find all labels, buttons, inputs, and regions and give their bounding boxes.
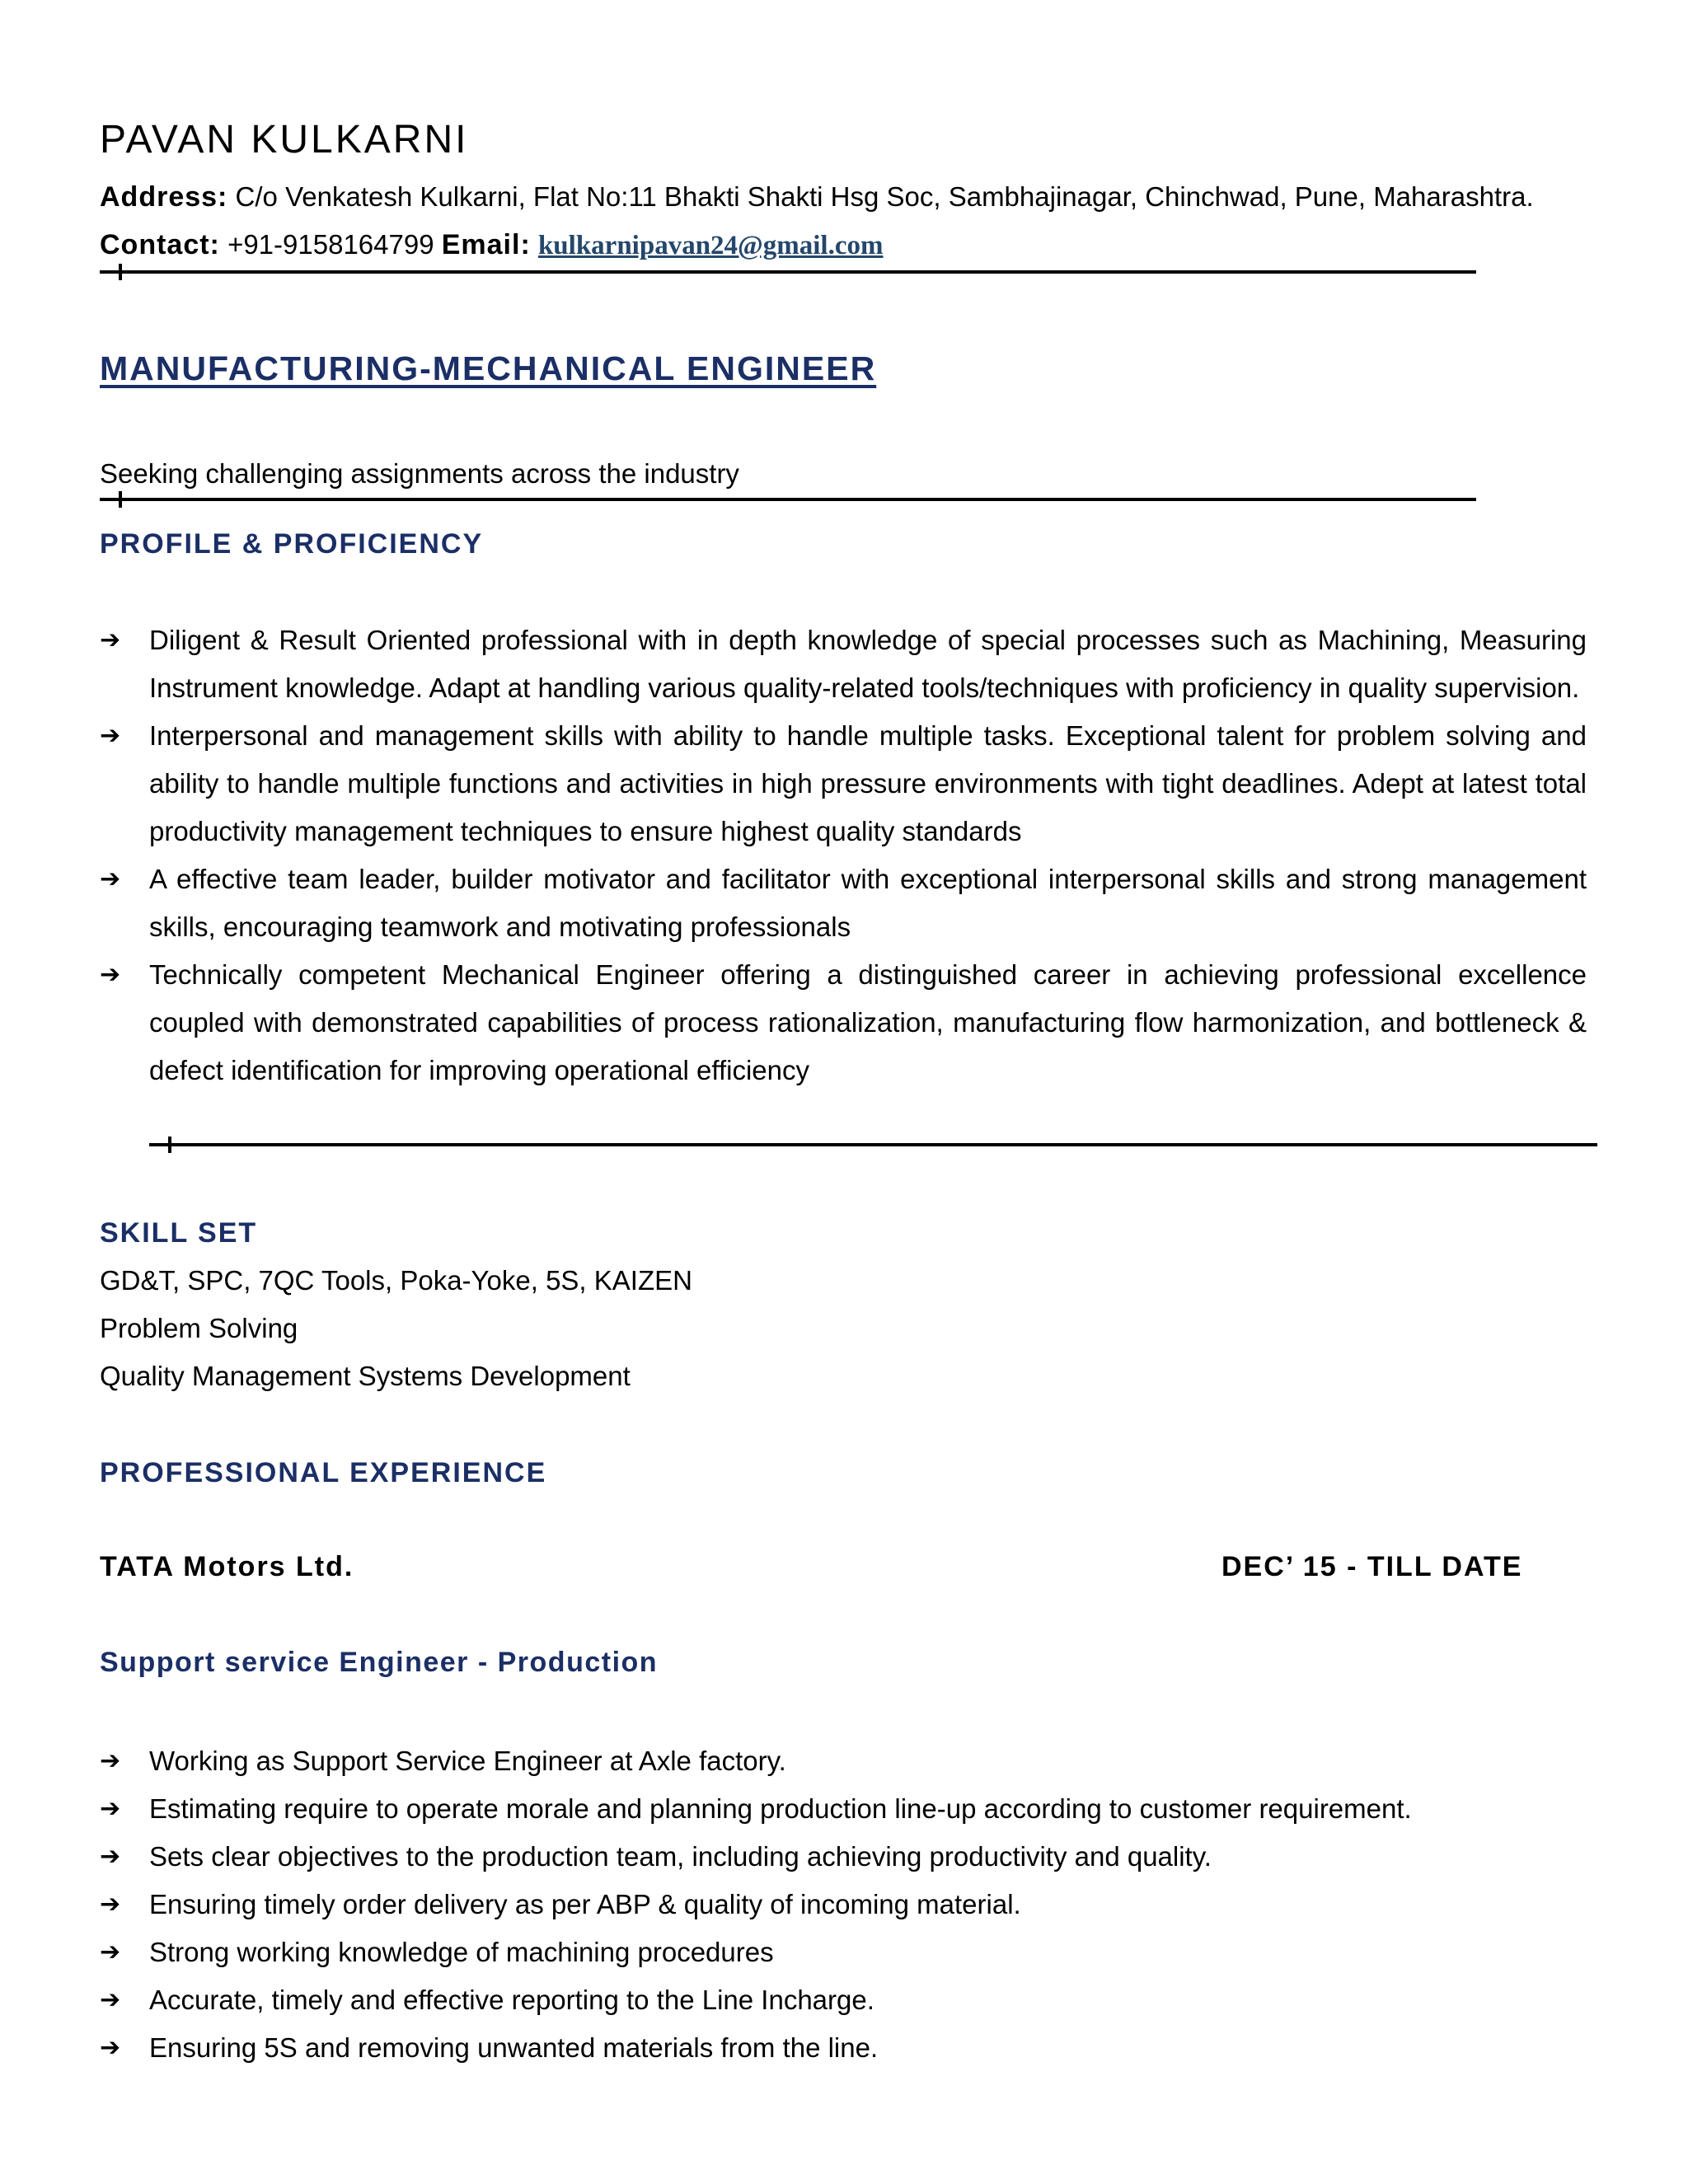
contact-label: Contact: <box>100 229 220 260</box>
list-item: ➔ Ensuring 5S and removing unwanted materials from the line. <box>100 2024 1587 2072</box>
divider-tick <box>119 491 122 508</box>
experience-list <box>100 1737 1587 2072</box>
arrow-bullet-icon: ➔ <box>100 1891 121 1918</box>
skill-item: Problem Solving <box>100 1313 298 1343</box>
arrow-bullet-icon: ➔ <box>100 2034 121 2061</box>
arrow-bullet-icon: ➔ <box>100 626 121 654</box>
section-title-profile: PROFILE & PROFICIENCY <box>100 528 484 560</box>
list-item: ➔ Technically competent Mechanical Engineer offering a distinguished career in achieving professional excellence coupled with demonstrated capabilities of process rationalization, manufacturing flow harmonization, and bottleneck & defect identification for improving operational efficiency <box>100 951 1587 1094</box>
profile-list <box>100 616 1587 1094</box>
tagline: Seeking challenging assignments across the industry <box>100 458 739 489</box>
email-label: Email: <box>441 229 531 260</box>
skill-item: GD&T, SPC, 7QC Tools, Poka-Yoke, 5S, KAIZEN <box>100 1265 692 1296</box>
profile-divider <box>149 1143 1597 1146</box>
phone-value: +91-9158164799 <box>227 229 434 260</box>
employment-dates: DEC’ 15 - TILL DATE <box>1221 1551 1523 1582</box>
list-item: ➔ Ensuring timely order delivery as per ABP & quality of incoming material. <box>100 1881 1587 1929</box>
arrow-bullet-icon: ➔ <box>100 722 121 749</box>
list-item: ➔ Strong working knowledge of machining procedures <box>100 1929 1587 1976</box>
arrow-bullet-icon: ➔ <box>100 865 121 893</box>
list-item: ➔ Diligent & Result Oriented professional with in depth knowledge of special processes such as Machining, Measuring Instrument knowledge. Adapt at handling various quality-related tools/techniques with proficiency in quality supervision. <box>100 616 1587 712</box>
divider-tick <box>168 1137 171 1153</box>
arrow-bullet-icon: ➔ <box>100 1986 121 2013</box>
list-item: ➔ Sets clear objectives to the production team, including achieving productivity and quality. <box>100 1833 1587 1881</box>
arrow-bullet-icon: ➔ <box>100 961 121 988</box>
contact-line <box>100 229 883 261</box>
company-name: TATA Motors Ltd. <box>100 1551 354 1582</box>
address-line <box>100 181 1534 213</box>
job-role: Support service Engineer - Production <box>100 1647 659 1678</box>
section-title-experience: PROFESSIONAL EXPERIENCE <box>100 1457 547 1488</box>
email-link[interactable]: kulkarnipavan24@gmail.com <box>537 231 884 260</box>
address-label: Address: <box>100 181 228 213</box>
list-item: ➔ Interpersonal and management skills with ability to handle multiple tasks. Exceptional talent for problem solving and ability to handle multiple functions and activities in high pressure environments with tight deadlines. Adept at latest total productivity management techniques to ensure highest quality standards <box>100 712 1587 855</box>
arrow-bullet-icon: ➔ <box>100 1938 121 1966</box>
list-item: ➔ Estimating require to operate morale and planning production line-up according to customer requirement. <box>100 1785 1587 1833</box>
list-item: ➔ Accurate, timely and effective reporting to the Line Incharge. <box>100 1976 1587 2024</box>
arrow-bullet-icon: ➔ <box>100 1747 121 1774</box>
list-item: ➔ Working as Support Service Engineer at Axle factory. <box>100 1737 1587 1785</box>
header-divider <box>100 270 1476 274</box>
address-value: C/o Venkatesh Kulkarni, Flat No:11 Bhakti Shakti Hsg Soc, Sambhajinagar, Chinchwad, Pune, Maharashtra. <box>235 181 1534 212</box>
skill-item: Quality Management Systems Development <box>100 1361 631 1391</box>
section-title-skills: SKILL SET <box>100 1217 258 1249</box>
candidate-name: PAVAN KULKARNI <box>100 118 469 162</box>
arrow-bullet-icon: ➔ <box>100 1843 121 1870</box>
tagline-divider <box>100 498 1476 501</box>
arrow-bullet-icon: ➔ <box>100 1795 121 1822</box>
list-item: ➔ A effective team leader, builder motivator and facilitator with exceptional interpersonal skills and strong management skills, encouraging teamwork and motivating professionals <box>100 855 1587 951</box>
divider-tick <box>119 264 122 280</box>
headline: MANUFACTURING-MECHANICAL ENGINEER <box>100 349 877 387</box>
